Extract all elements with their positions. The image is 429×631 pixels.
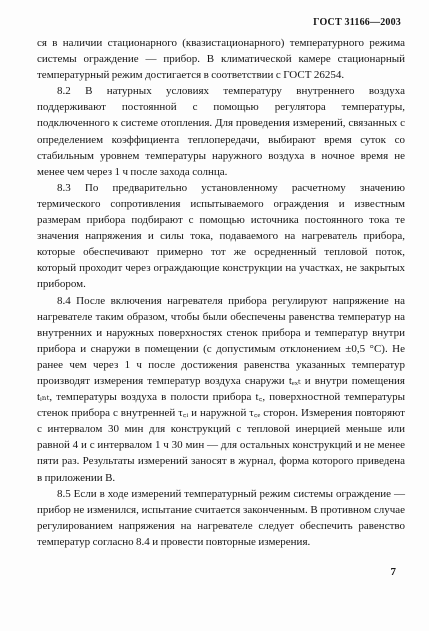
paragraph-8-3: 8.3 По предварительно установленному расчетному значению термического сопротивления испытываемого ограждения и известным размерам прибора подбирают с помощью источника постоянного тока те значения напряжения и силы тока, подаваемого на нагреватель прибора, которые обеспечивают примерно тот же осредненный тепловой поток, который проходит через ограждающие конструкции на участках, не закрытых прибором. [37,181,405,291]
paragraph-continuation: ся в наличии стационарного (квазистационарного) температурного режима системы ограждение — прибор. В климатической камере стационарный температурный режим достигается в соответствии с ГОСТ 26254. [37,37,405,82]
paragraph-8-5: 8.5 Если в ходе измерений температурный режим системы ограждение — прибор не изменился, испытание считается законченным. В противном случае регулированием напряжения на нагревателе следует обеспечить равенство температур согласно 8.4 и провести повторные измерения. [37,487,405,548]
page-number: 7 [390,566,396,578]
paragraph-8-4: 8.4 После включения нагревателя прибора регулируют напряжение на нагревателе таким образом, чтобы были обеспечены равенства температур на внутренних и наружных поверхностях стенок прибора и температур внутри прибора и снаружи в помещении (с допустимым отклонением ±0,5 °С). Не ранее чем через 1 ч после достижения равенства указанных температур производят измерения температур воздуха снаружи tₑₓₜ и внутри помещения tᵢₙₜ, температуры воздуха в полости прибора t꜀, поверхностной температуры стенок прибора с внутренней τ꜀ᵢ и наружной τ꜀ₑ сторон. Измерения повторяют с интервалом 30 мин для конструкций с тепловой инерцией меньше или равной 4 и с интервалом 1 ч 30 мин — для остальных конструкций и не менее пяти раз. Результаты измерений заносят в журнал, форма которого приведена в приложении В. [37,294,405,484]
standard-code-header: ГОСТ 31166—2003 [313,17,401,28]
document-body [37,35,405,550]
paragraph-8-2: 8.2 В натурных условиях температуру внутреннего воздуха поддерживают постоянной с помощью регулятора температуры, подключенного к системе отопления. Для проведения измерений, связанных с определением коэффициента теплопередачи, выбирают время суток со стабильным уровнем температуры наружного воздуха в ночное время не менее чем через 1 ч после захода солнца. [37,85,405,178]
